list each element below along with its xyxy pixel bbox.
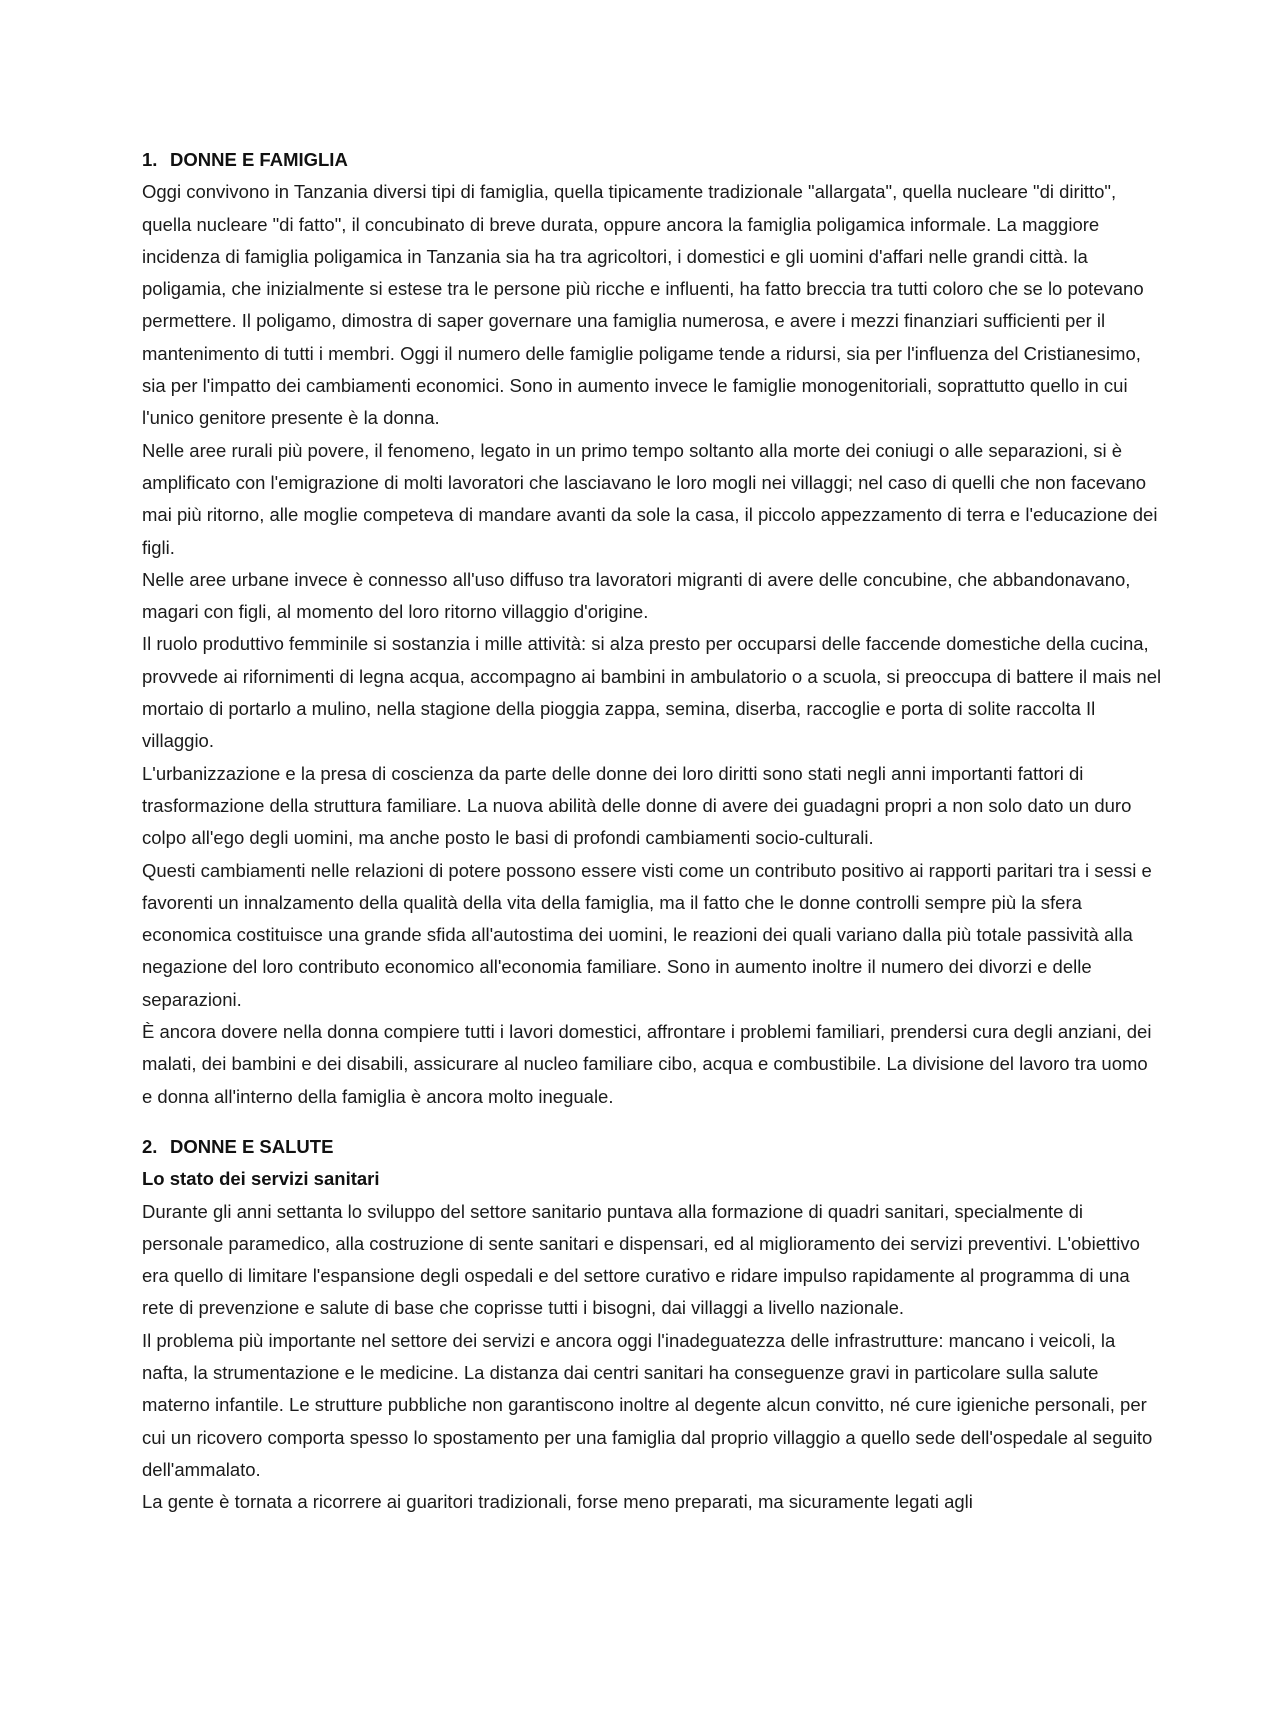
- section-2-number: 2.: [142, 1135, 158, 1157]
- section-1-paragraph-3: Nelle aree urbane invece è connesso all'uso diffuso tra lavoratori migranti di avere delle concubine, che abbandonavano, magari con figli, al momento del loro ritorno villaggio d'origine.: [142, 568, 1131, 623]
- section-1-paragraph-5: L'urbanizzazione e la presa di coscienza da parte delle donne dei loro diritti sono stati negli anni importanti fattori di trasformazione della struttura familiare. La nuova abilità delle donne di avere dei guadagni propri a non solo dato un duro colpo all'ego degli uomini, ma anche posto le basi di profondi cambiamenti socio-culturali.: [142, 762, 1132, 849]
- section-2-title: DONNE E SALUTE: [170, 1135, 334, 1157]
- section-1-paragraph-6: Questi cambiamenti nelle relazioni di potere possono essere visti come un contributo positivo ai rapporti paritari tra i sessi e favorenti un innalzamento della qualità della vita della famiglia, ma il fatto che le donne controlli sempre più la sfera economica costituisce una grande sfida all'autostima dei uomini, le reazioni dei quali variano dalla più totale passività alla negazione del loro contributo economico all'economia familiare. Sono in aumento inoltre il numero dei divorzi e delle separazioni.: [142, 859, 1152, 1010]
- section-2-heading: [142, 1131, 1162, 1163]
- section-1-paragraph-2: Nelle aree rurali più povere, il fenomeno, legato in un primo tempo soltanto alla morte dei coniugi o alle separazioni, si è amplificato con l'emigrazione di molti lavoratori che lasciavano le loro mogli nei villaggi; nel caso di quelli che non facevano mai più ritorno, alle moglie competeva di mandare avanti da sole la casa, il piccolo appezzamento di terra e l'educazione dei figli.: [142, 439, 1158, 558]
- section-2-paragraph-3: La gente è tornata a ricorrere ai guaritori tradizionali, forse meno preparati, ma sicuramente legati agli: [142, 1491, 973, 1513]
- section-2-paragraph-2: Il problema più importante nel settore dei servizi e ancora oggi l'inadeguatezza delle infrastrutture: mancano i veicoli, la nafta, la strumentazione e le medicine. La distanza dai centri sanitari ha conseguenze gravi in particolare sulla salute materno infantile. Le strutture pubbliche non garantiscono inoltre al degente alcun convitto, né cure igieniche personali, per cui un ricovero comporta spesso lo spostamento per una famiglia dal proprio villaggio a quello sede dell'ospedale al seguito dell'ammalato.: [142, 1329, 1153, 1480]
- section-2-subtitle: Lo stato dei servizi sanitari: [142, 1168, 380, 1190]
- section-1-heading: [142, 144, 1162, 176]
- section-1-paragraph-7: È ancora dovere nella donna compiere tutti i lavori domestici, affrontare i problemi familiari, prendersi cura degli anziani, dei malati, dei bambini e dei disabili, assicurare al nucleo familiare cibo, acqua e combustibile. La divisione del lavoro tra uomo e donna all'interno della famiglia è ancora molto ineguale.: [142, 1021, 1152, 1107]
- section-1-paragraph-1: Oggi convivono in Tanzania diversi tipi di famiglia, quella tipicamente tradizionale "allargata", quella nucleare "di diritto", quella nucleare "di fatto", il concubinato di breve durata, oppure ancora la famiglia poligamica informale. La maggiore incidenza di famiglia poligamica in Tanzania sia ha tra agricoltori, i domestici e gli uomini d'affari nelle grandi città. la poligamia, che inizialmente si estese tra le persone più ricche e influenti, ha fatto breccia tra tutti coloro che se lo potevano permettere. Il poligamo, dimostra di saper governare una famiglia numerosa, e avere i mezzi finanziari sufficienti per il mantenimento di tutti i membri. Oggi il numero delle famiglie poligame tende a ridursi, sia per l'influenza del Cristianesimo, sia per l'impatto dei cambiamenti economici. Sono in aumento invece le famiglie monogenitoriali, soprattutto quello in cui l'unico genitore presente è la donna.: [142, 181, 1144, 429]
- section-2-paragraph-1: Durante gli anni settanta lo sviluppo del settore sanitario puntava alla formazione di quadri sanitari, specialmente di personale paramedico, alla costruzione di sente sanitari e dispensari, ed al miglioramento dei servizi preventivi. L'obiettivo era quello di limitare l'espansione degli ospedali e del settore curativo e ridare impulso rapidamente al programma di una rete di prevenzione e salute di base che coprisse tutti i bisogni, dai villaggi a livello nazionale.: [142, 1200, 1140, 1319]
- document-body: [142, 144, 1162, 1518]
- section-1-title: DONNE E FAMIGLIA: [170, 149, 348, 170]
- section-1-number: 1.: [142, 149, 158, 170]
- section-1-paragraph-4: Il ruolo produttivo femminile si sostanzia i mille attività: si alza presto per occuparsi delle faccende domestiche della cucina, provvede ai rifornimenti di legna acqua, accompagno ai bambini in ambulatorio o a scuola, si preoccupa di battere il mais nel mortaio di portarlo a mulino, nella stagione della pioggia zappa, semina, diserba, raccoglie e porta di solite raccolta Il villaggio.: [142, 633, 1162, 752]
- section-spacer: [142, 1113, 1162, 1131]
